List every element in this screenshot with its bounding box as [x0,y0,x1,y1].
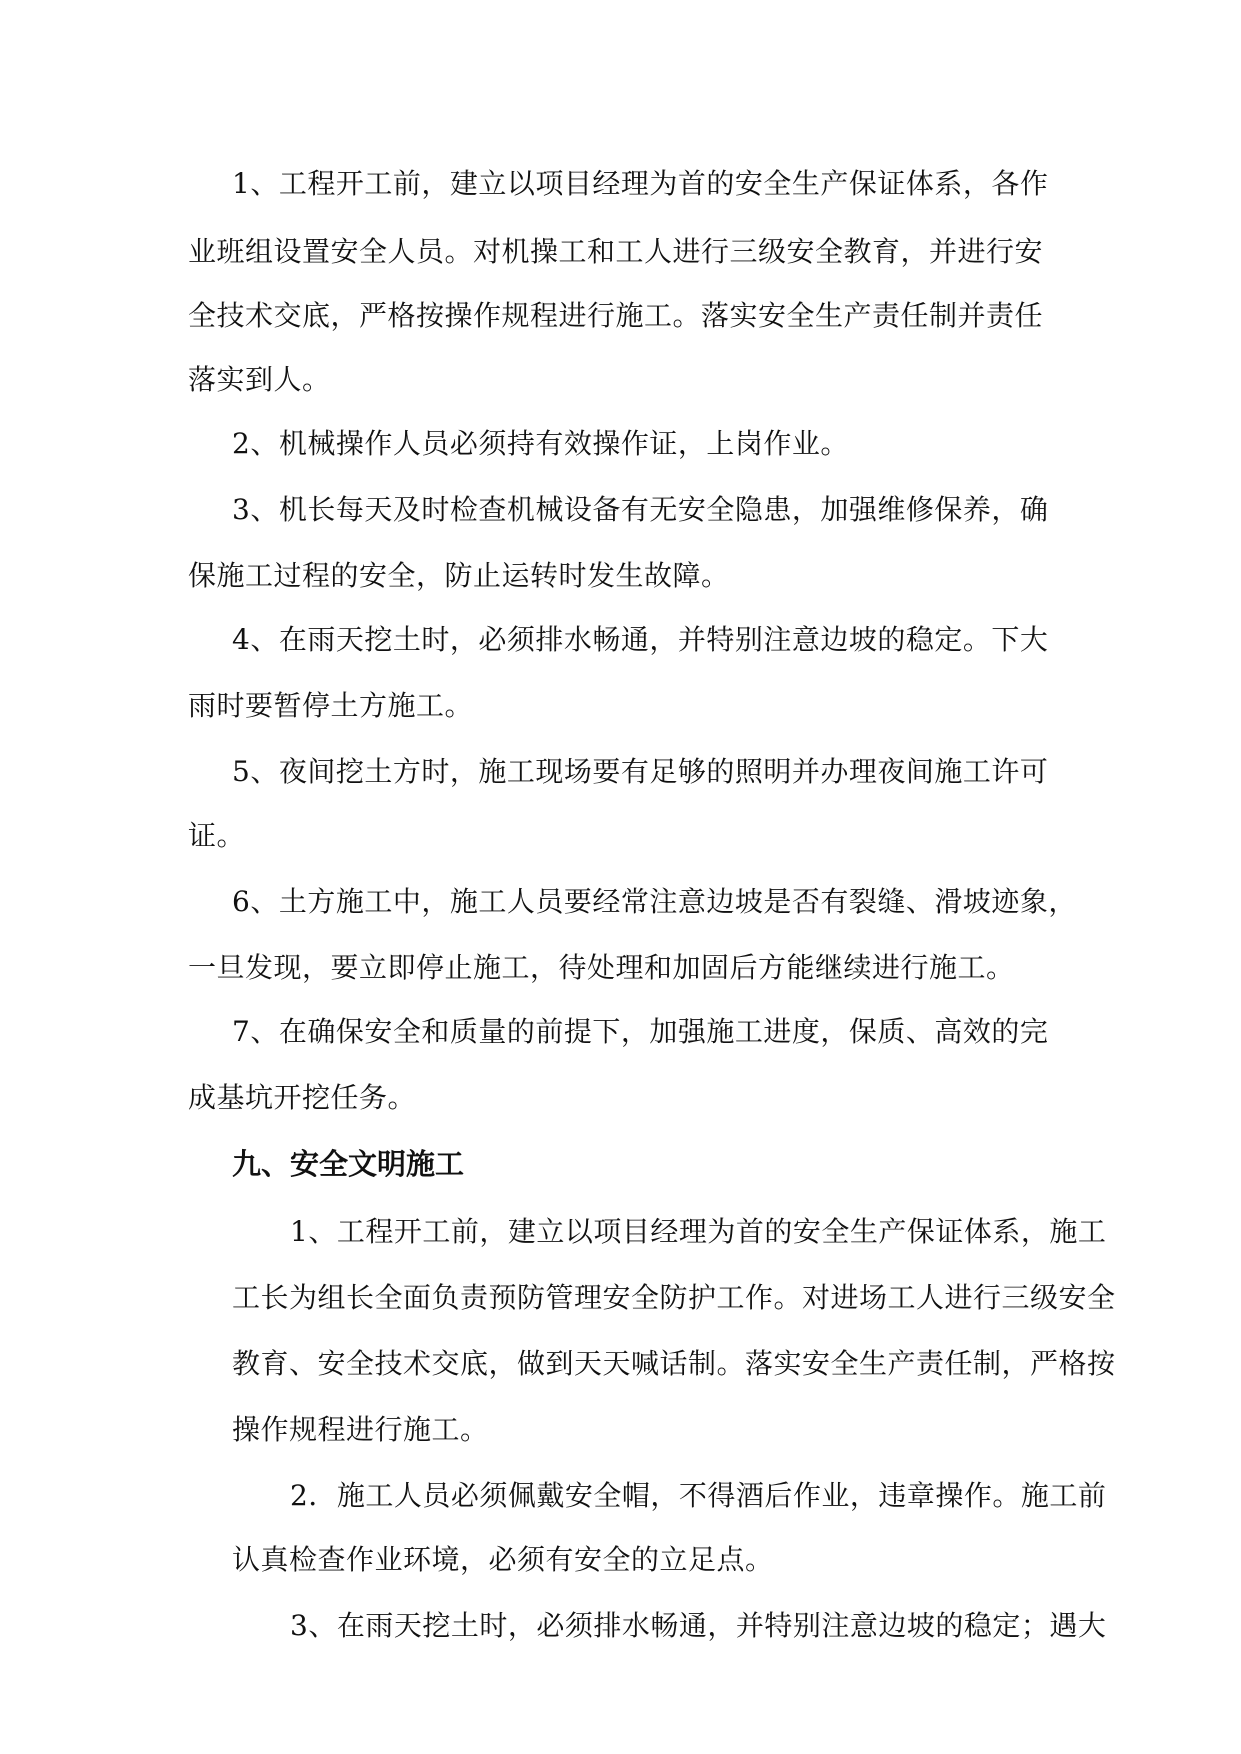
text-line: 7、在确保安全和质量的前提下，加强施工进度，保质、高效的完 [232,1015,1049,1048]
text-line: 3、在雨天挖土时，必须排水畅通，并特别注意边坡的稳定；遇大 [290,1609,1107,1642]
text-line: 保施工过程的安全，防止运转时发生故障。 [188,559,730,592]
text-line: 2．施工人员必须佩戴安全帽，不得酒后作业，违章操作。施工前 [290,1479,1107,1512]
text-line: 认真检查作业环境，必须有安全的立足点。 [232,1543,774,1576]
section-heading: 九、安全文明施工 [232,1147,465,1181]
text-line: 雨时要暂停土方施工。 [188,689,474,722]
text-line: 3、机长每天及时检查机械设备有无安全隐患，加强维修保养，确 [232,493,1049,526]
text-line: 一旦发现，要立即停止施工，待处理和加固后方能继续进行施工。 [188,951,1015,984]
text-line: 证。 [188,819,246,852]
text-line: 1、工程开工前，建立以项目经理为首的安全生产保证体系，施工 [290,1215,1107,1248]
text-line: 2、机械操作人员必须持有效操作证，上岗作业。 [232,427,849,460]
text-line: 4、在雨天挖土时，必须排水畅通，并特别注意边坡的稳定。下大 [232,623,1049,656]
text-line: 5、夜间挖土方时，施工现场要有足够的照明并办理夜间施工许可 [232,755,1049,788]
text-line: 1、工程开工前，建立以项目经理为首的安全生产保证体系，各作 [232,167,1049,200]
text-line: 落实到人。 [188,363,331,396]
text-line: 工长为组长全面负责预防管理安全防护工作。对进场工人进行三级安全 [232,1281,1116,1314]
text-line: 业班组设置安全人员。对机操工和工人进行三级安全教育，并进行安 [188,235,1044,268]
text-line: 全技术交底，严格按操作规程进行施工。落实安全生产责任制并责任 [188,299,1044,332]
text-line: 操作规程进行施工。 [232,1413,489,1446]
text-line: 教育、安全技术交底，做到天天喊话制。落实安全生产责任制，严格按 [232,1347,1116,1380]
text-line: 成基坑开挖任务。 [188,1081,417,1114]
text-line: 6、土方施工中，施工人员要经常注意边坡是否有裂缝、滑坡迹象， [232,885,1077,918]
